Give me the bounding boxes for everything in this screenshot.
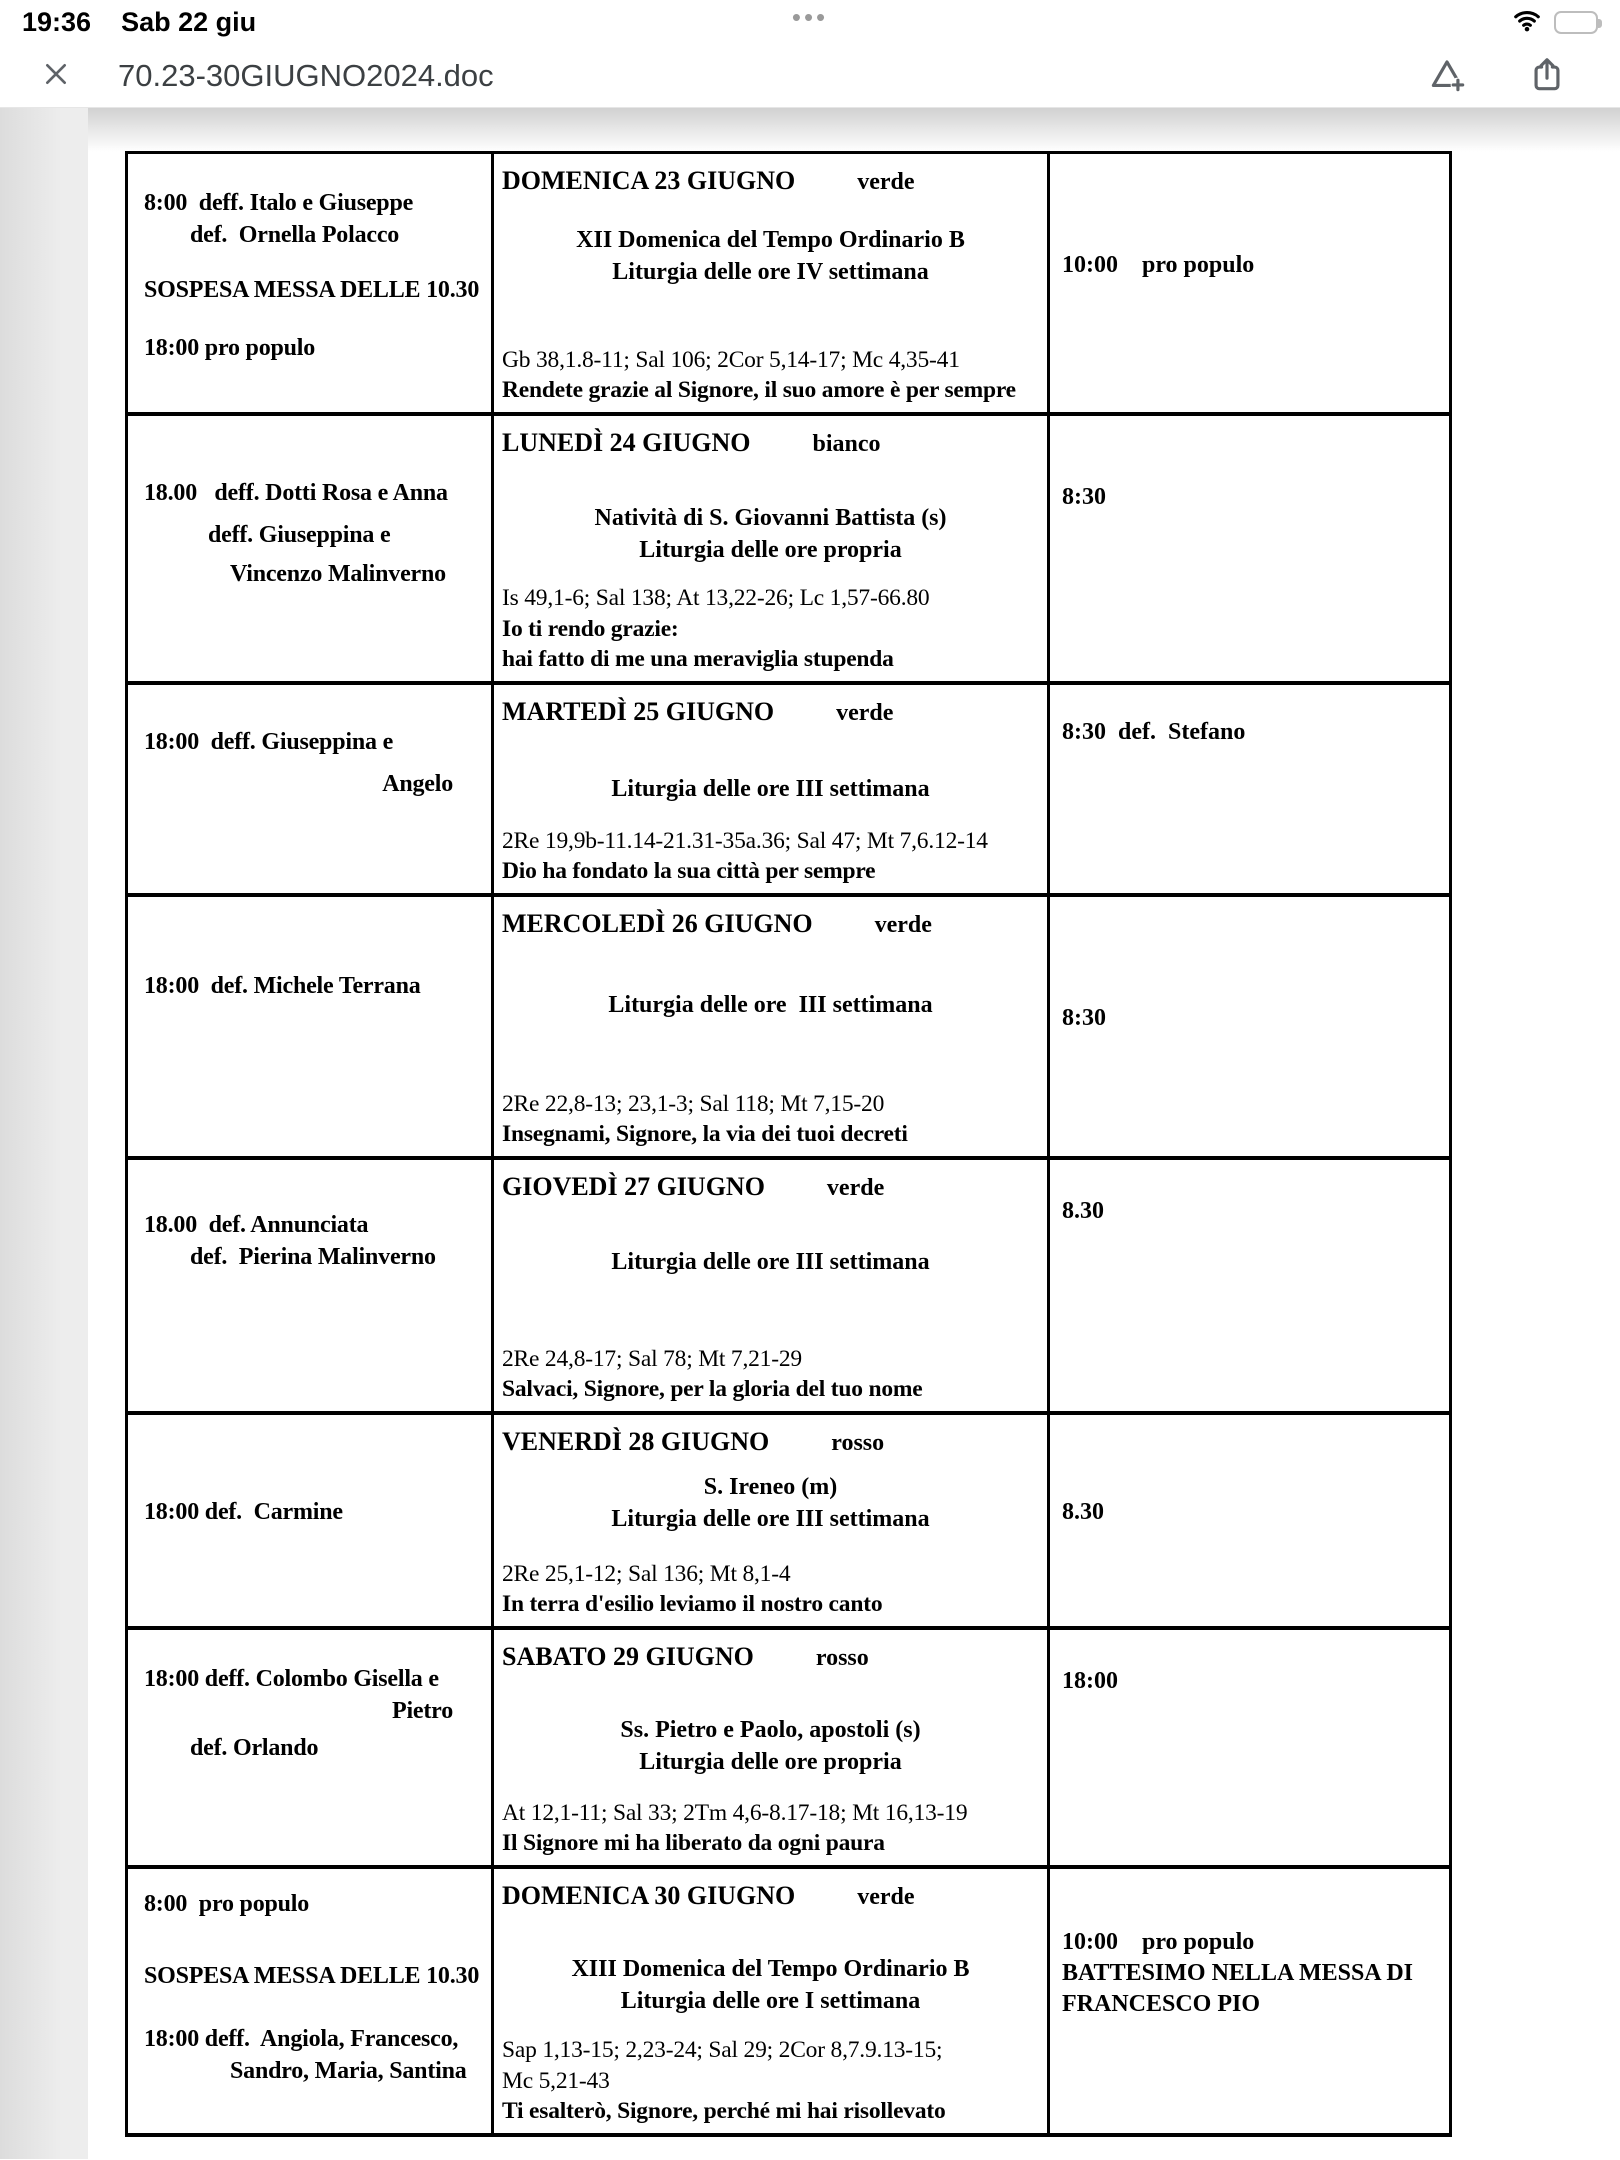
times-cell	[1050, 685, 1446, 893]
times-cell	[1050, 1630, 1446, 1865]
wifi-icon	[1512, 8, 1542, 37]
readings-line: 2Re 19,9b-11.14-21.31-35a.36; Sal 47; Mt 7,6.12-14	[502, 827, 988, 854]
response-line: hai fatto di me una meraviglia stupenda	[502, 646, 894, 673]
day-header-line	[502, 1881, 1039, 1911]
close-button[interactable]	[40, 58, 72, 93]
time-line: FRANCESCO PIO	[1062, 1991, 1261, 2018]
time-line: 18:00	[1062, 1668, 1118, 1694]
day-header-line	[502, 428, 1039, 458]
liturgical-color: verde	[857, 1884, 915, 1910]
feast-line: Liturgia delle ore III settimana	[611, 776, 930, 802]
multitask-dots-icon: •••	[791, 2, 829, 32]
day-name: GIOVEDÌ 27 GIUGNO	[502, 1172, 765, 1201]
readings-line: At 12,1-11; Sal 33; 2Tm 4,6-8.17-18; Mt 16,13-19	[502, 1799, 968, 1826]
feast-line: XIII Domenica del Tempo Ordinario B	[571, 1956, 970, 1982]
readings-block	[502, 345, 1039, 406]
feast-block	[502, 502, 1039, 567]
feast-block	[502, 989, 1039, 1021]
feast-line: Liturgia delle ore IV settimana	[612, 259, 929, 286]
intention-line: SOSPESA MESSA DELLE 10.30	[144, 277, 480, 304]
liturgical-color: verde	[857, 169, 915, 195]
day-cell	[494, 154, 1050, 412]
intention-line: 18:00 deff. Colombo Gisella e	[144, 1666, 439, 1692]
intentions-cell	[128, 416, 494, 681]
response-line: Salvaci, Signore, per la gloria del tuo nome	[502, 1376, 923, 1403]
feast-block	[502, 1246, 1039, 1278]
intention-line: Sandro, Maria, Santina	[230, 2058, 467, 2085]
page-margin	[0, 108, 88, 2159]
intentions-cell	[128, 1869, 494, 2133]
intention-line: 18.00 def. Annunciata	[144, 1212, 369, 1238]
day-header-line	[502, 909, 1039, 939]
intention-line: 18:00 def. Michele Terrana	[144, 973, 421, 999]
day-cell	[494, 1630, 1050, 1865]
feast-line: Liturgia delle ore III settimana	[611, 1506, 930, 1533]
status-bar	[0, 0, 1620, 44]
table-row	[128, 416, 1449, 685]
times-cell	[1050, 1160, 1446, 1411]
close-icon	[40, 58, 72, 93]
response-line: Il Signore mi ha liberato da ogni paura	[502, 1830, 885, 1857]
day-name: LUNEDÌ 24 GIUGNO	[502, 428, 751, 457]
day-header-line	[502, 166, 1039, 196]
intention-line: Angelo	[382, 770, 453, 797]
intention-line: Vincenzo Malinverno	[230, 561, 446, 588]
time-line: 8.30	[1062, 1499, 1104, 1525]
share-icon	[1528, 55, 1566, 96]
intention-line: def. Pierina Malinverno	[190, 1243, 436, 1270]
day-name: VENERDÌ 28 GIUGNO	[502, 1427, 770, 1456]
liturgical-table	[125, 151, 1452, 2137]
time-line: 8:30	[1062, 484, 1106, 510]
share-button[interactable]	[1528, 55, 1566, 96]
readings-line: 2Re 22,8-13; 23,1-3; Sal 118; Mt 7,15-20	[502, 1090, 885, 1117]
feast-line: Liturgia delle ore propria	[639, 1749, 902, 1776]
day-header-line	[502, 697, 1039, 727]
times-cell	[1050, 154, 1446, 412]
intention-line: 18:00 def. Carmine	[144, 1499, 343, 1525]
readings-block	[502, 826, 1039, 887]
day-name: MARTEDÌ 25 GIUGNO	[502, 697, 775, 726]
liturgical-color: verde	[826, 1175, 885, 1201]
day-cell	[494, 1869, 1050, 2133]
intentions-cell	[128, 897, 494, 1156]
day-cell	[494, 416, 1050, 681]
liturgical-color: verde	[836, 700, 894, 726]
table-row	[128, 897, 1449, 1160]
clock: 19:36	[22, 6, 92, 37]
status-date: Sab 22 giu	[121, 6, 257, 37]
readings-line: Sap 1,13-15; 2,23-24; Sal 29; 2Cor 8,7.9.13-15;	[502, 2037, 943, 2064]
day-name: SABATO 29 GIUGNO	[502, 1642, 754, 1671]
intention-line: 18:00 deff. Angiola, Francesco,	[144, 2026, 459, 2053]
readings-block	[502, 1089, 1039, 1150]
day-name: MERCOLEDÌ 26 GIUGNO	[502, 909, 813, 938]
readings-line: Mc 5,21-43	[502, 2067, 610, 2094]
intention-line: def. Orlando	[190, 1735, 319, 1762]
day-header-line	[502, 1427, 1039, 1457]
feast-line: Liturgia delle ore I settimana	[620, 1988, 921, 2015]
table-row	[128, 154, 1449, 416]
intention-line: deff. Giuseppina e	[208, 521, 391, 548]
day-cell	[494, 685, 1050, 893]
readings-block	[502, 1344, 1039, 1405]
intention-line: 18:00 pro populo	[144, 335, 316, 362]
intentions-cell	[128, 1630, 494, 1865]
toolbar	[0, 44, 1620, 108]
liturgical-color: verde	[874, 912, 932, 938]
table-row	[128, 685, 1449, 897]
intention-line: 18:00 deff. Giuseppina e	[144, 729, 394, 755]
readings-line: 2Re 24,8-17; Sal 78; Mt 7,21-29	[502, 1345, 802, 1372]
liturgical-color: rosso	[831, 1430, 885, 1456]
response-line: Rendete grazie al Signore, il suo amore è per sempre	[502, 377, 1016, 404]
feast-block	[502, 1953, 1039, 2018]
intention-line: SOSPESA MESSA DELLE 10.30	[144, 1962, 480, 1989]
intentions-cell	[128, 685, 494, 893]
time-line: 8:30 def. Stefano	[1062, 719, 1246, 745]
response-line: In terra d'esilio leviamo il nostro canto	[502, 1591, 883, 1618]
table-row	[128, 1415, 1449, 1630]
liturgical-color: bianco	[812, 431, 881, 457]
intention-line: 8:00 deff. Italo e Giuseppe	[144, 190, 414, 216]
response-line: Insegnami, Signore, la via dei tuoi decreti	[502, 1121, 908, 1148]
readings-block	[502, 583, 1039, 675]
battery-icon	[1554, 11, 1598, 34]
intention-line: 8:00 pro populo	[144, 1891, 310, 1917]
feast-line: Liturgia delle ore III settimana	[608, 992, 933, 1018]
intention-line: Pietro	[392, 1697, 453, 1724]
response-line: Io ti rendo grazie:	[502, 615, 679, 642]
readings-block	[502, 2035, 1039, 2127]
time-line: BATTESIMO NELLA MESSA DI	[1062, 1960, 1413, 1987]
feast-line: XII Domenica del Tempo Ordinario B	[576, 227, 965, 253]
day-cell	[494, 897, 1050, 1156]
time-line: 8.30	[1062, 1198, 1104, 1224]
feast-line: S. Ireneo (m)	[703, 1474, 838, 1500]
add-to-drive-icon	[1428, 55, 1466, 96]
readings-line: Is 49,1-6; Sal 138; At 13,22-26; Lc 1,57-66.80	[502, 585, 930, 612]
day-name: DOMENICA 23 GIUGNO	[502, 166, 796, 195]
feast-block	[502, 1714, 1039, 1779]
response-line: Dio ha fondato la sua città per sempre	[502, 858, 876, 885]
readings-line: 2Re 25,1-12; Sal 136; Mt 8,1-4	[502, 1560, 791, 1587]
intention-line: 18.00 deff. Dotti Rosa e Anna	[144, 480, 448, 506]
day-cell	[494, 1160, 1050, 1411]
times-cell	[1050, 416, 1446, 681]
table-row	[128, 1869, 1449, 2137]
intentions-cell	[128, 154, 494, 412]
document-page	[0, 108, 1620, 2159]
feast-block	[502, 773, 1039, 805]
feast-block	[502, 1471, 1039, 1536]
feast-line: Natività di S. Giovanni Battista (s)	[594, 505, 947, 531]
times-cell	[1050, 1869, 1446, 2133]
table-row	[128, 1160, 1449, 1415]
feast-line: Ss. Pietro e Paolo, apostoli (s)	[620, 1717, 921, 1743]
document-title: 70.23-30GIUGNO2024.doc	[118, 57, 494, 93]
day-name: DOMENICA 30 GIUGNO	[502, 1881, 796, 1910]
intentions-cell	[128, 1160, 494, 1411]
day-header-line	[502, 1172, 1039, 1202]
feast-line: Liturgia delle ore propria	[639, 537, 902, 564]
liturgical-color: rosso	[815, 1645, 869, 1671]
time-line: 10:00 pro populo	[1062, 1929, 1255, 1955]
time-line: 8:30	[1062, 1005, 1106, 1031]
table-row	[128, 1630, 1449, 1869]
feast-line: Liturgia delle ore III settimana	[611, 1249, 930, 1275]
time-line: 10:00 pro populo	[1062, 252, 1255, 278]
add-to-drive-button[interactable]	[1428, 55, 1466, 96]
readings-block	[502, 1559, 1039, 1620]
response-line: Ti esalterò, Signore, perché mi hai risollevato	[502, 2098, 946, 2125]
readings-block	[502, 1798, 1039, 1859]
day-header-line	[502, 1642, 1039, 1672]
readings-line: Gb 38,1.8-11; Sal 106; 2Cor 5,14-17; Mc 4,35-41	[502, 346, 960, 373]
feast-block	[502, 224, 1039, 289]
times-cell	[1050, 897, 1446, 1156]
intentions-cell	[128, 1415, 494, 1626]
day-cell	[494, 1415, 1050, 1626]
times-cell	[1050, 1415, 1446, 1626]
intention-line: def. Ornella Polacco	[190, 221, 400, 248]
